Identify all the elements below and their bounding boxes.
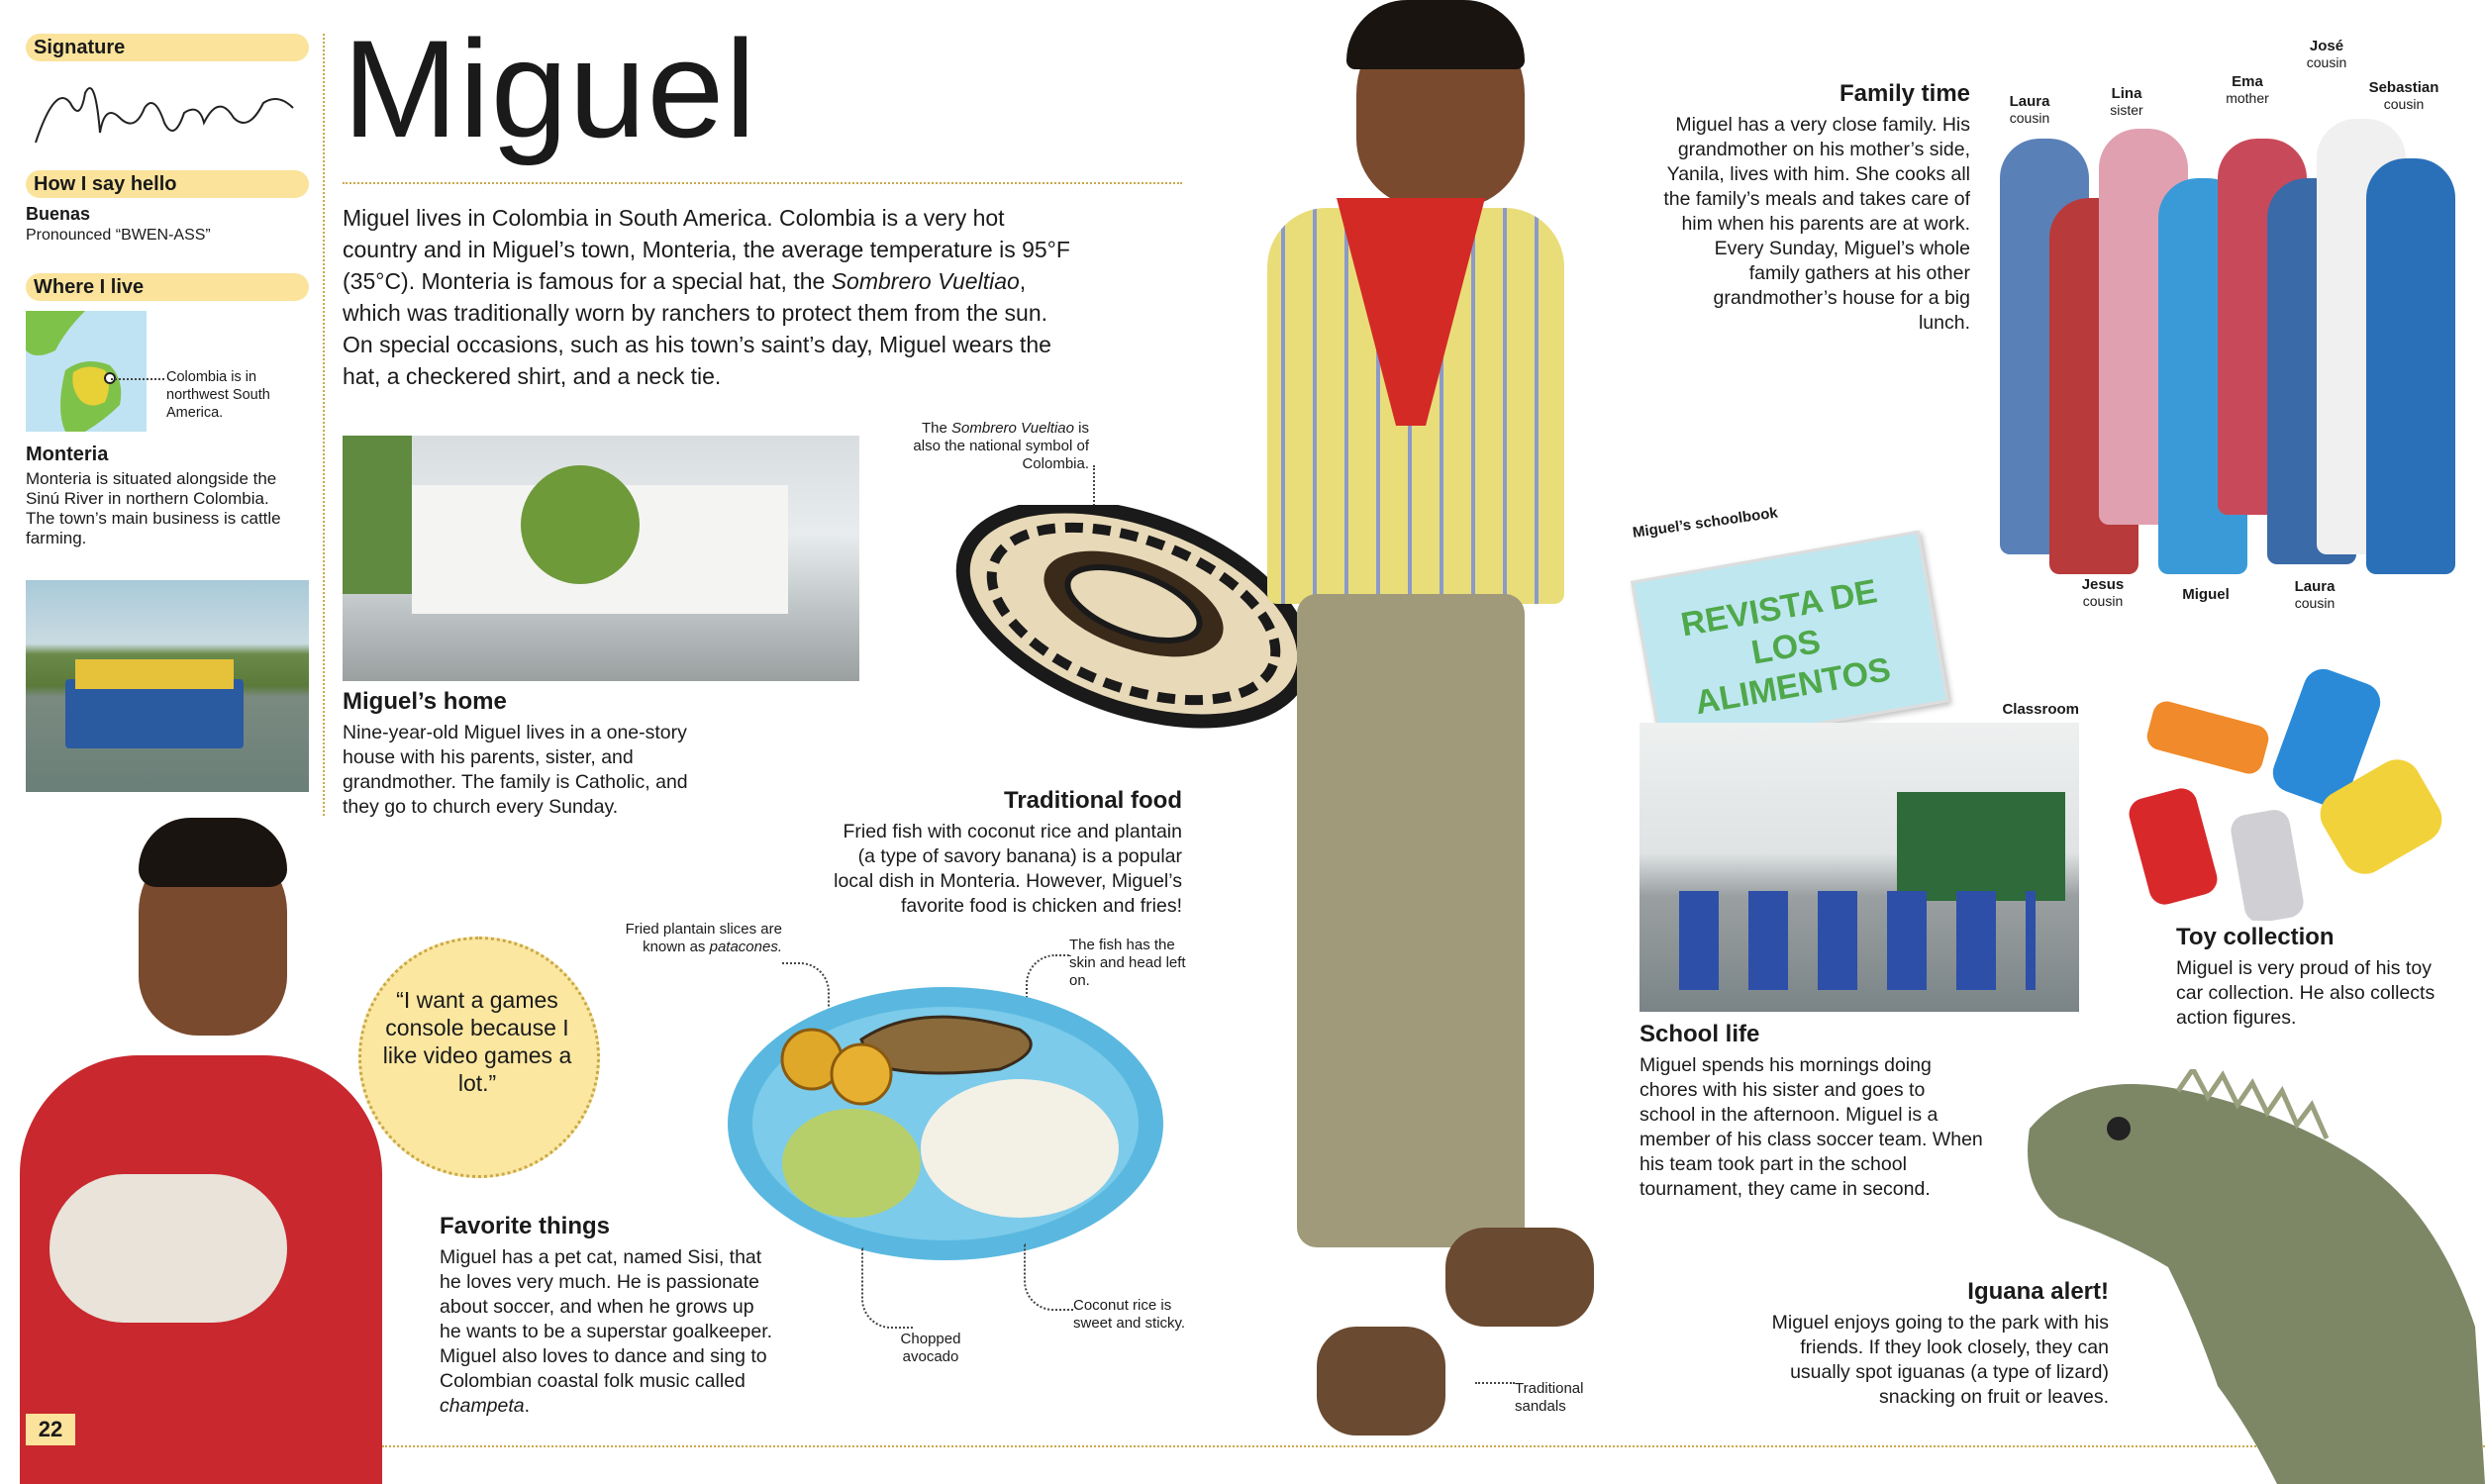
school-text: Miguel spends his mornings doing chores with his sister and goes to school in the afternoon. Miguel is a member of his class soccer team. When his team took part in the school tournament, they came in second. — [1640, 1054, 1983, 1200]
iguana-title: Iguana alert! — [1967, 1278, 2109, 1305]
favorite-text-italic: champeta — [440, 1395, 525, 1417]
map-graphic — [26, 311, 147, 432]
column-divider — [323, 34, 325, 816]
toy-cars-photo — [2129, 653, 2455, 921]
schoolbook-cover-text: REVISTA DE LOS ALIMENTOS — [1678, 572, 1894, 723]
iguana-text: Miguel enjoys going to the park with his friends. If they look closely, they can usually spot iguanas (a type of lizard) snacking on fruit or leaves. — [1771, 1312, 2109, 1408]
family-label-lina: Lina sister — [2110, 85, 2143, 118]
toy-car-red — [2129, 785, 2221, 908]
family-label-jose: José cousin — [2306, 38, 2347, 70]
family-label-laura-top: Laura cousin — [2009, 93, 2050, 126]
food-plate — [723, 980, 1168, 1267]
trousers — [1297, 594, 1525, 1247]
intro-text — [343, 202, 1075, 392]
avocado-leader — [861, 1247, 913, 1329]
toys-title: Toy collection — [2176, 924, 2335, 950]
house-tree — [521, 465, 640, 584]
favorite-text — [440, 1245, 776, 1419]
toys-text: Miguel is very proud of his toy car collection. He also collects action figures. — [2176, 957, 2435, 1029]
hello-label: How I say hello — [26, 170, 309, 198]
rice-caption: Coconut rice is sweet and sticky. — [1073, 1297, 1186, 1332]
school-title: School life — [1640, 1021, 1760, 1047]
page-number: 22 — [26, 1414, 75, 1445]
hello-word: Buenas — [26, 204, 91, 224]
intro-part2: , which was traditionally worn by ranchers to protect them from the sun. On special occasions, such as his town’s saint’s day, Miguel wears the hat, a checkered shirt, and a neck tie. — [343, 268, 1051, 389]
family-label-ema: Ema mother — [2226, 73, 2269, 106]
signature-label: Signature — [26, 34, 309, 61]
classroom-photo — [1640, 723, 2079, 1012]
family-title: Family time — [1839, 80, 1970, 107]
title-underline — [343, 182, 1182, 184]
food-title: Traditional food — [1004, 787, 1182, 814]
hat-caption-italic: Sombrero Vueltiao — [951, 420, 1074, 437]
cat — [50, 1174, 287, 1323]
sandals-leader — [1475, 1382, 1515, 1398]
desks — [1679, 891, 2036, 990]
favorite-text-main: Miguel has a pet cat, named Sisi, that he loves very much. He is passionate about soccer, and when he grows up he wants to be a superstar goalkeeper. Miguel also loves to dance and sing to Colombian coastal folk music called — [440, 1246, 773, 1392]
where-label: Where I live — [26, 273, 309, 301]
family-label-laura-bottom: Laura cousin — [2294, 578, 2336, 611]
map-caption: Colombia is in northwest South America. — [166, 369, 270, 421]
town-text: Monteria is situated alongside the Sinú River in northern Colombia. The town’s main business is cattle farming. — [26, 469, 281, 547]
house-left-tree — [343, 436, 412, 594]
family-label-sebastian: Sebastian cousin — [2368, 79, 2439, 112]
left-foot — [1317, 1327, 1445, 1435]
plantain-caption-italic: patacones. — [709, 939, 782, 955]
classroom-label: Classroom — [2002, 701, 2079, 718]
signature-graphic — [26, 63, 313, 162]
toy-car-orange — [2144, 698, 2272, 776]
boat-roof — [75, 659, 234, 689]
home-title: Miguel’s home — [343, 688, 507, 715]
family-label-miguel: Miguel — [2182, 586, 2230, 603]
plantain-caption — [614, 921, 782, 956]
page-title: Miguel — [343, 11, 757, 166]
signature — [26, 63, 313, 162]
toy-car-silver — [2229, 808, 2306, 921]
food-text: Fried fish with coconut rice and plantain (a type of savory banana) is a popular local dish in Monteria. However, Miguel’s favorite food is chicken and fries! — [834, 821, 1182, 917]
house-photo — [343, 436, 859, 681]
hat-caption — [901, 420, 1089, 473]
river-boat-photo — [26, 580, 309, 792]
home-text: Nine-year-old Miguel lives in a one-story house with his parents, sister, and grandmother. The family is Catholic, and they go to church every Sunday. — [343, 722, 688, 818]
intro-hat-name: Sombrero Vueltiao — [831, 268, 1020, 294]
hat-caption-part1: The — [922, 420, 952, 437]
family-text: Miguel has a very close family. His grandmother on his mother’s side, Yanila, lives with him. She cooks all the family’s meals and takes care of him when his parents are at work. Every Sunday, Miguel’s whole family gathers at his other grandmother’s house for a big lunch. — [1663, 114, 1970, 334]
schoolbook-label: Miguel’s schoolbook — [1632, 504, 1779, 542]
intro-part1: Miguel lives in Colombia in South America. Colombia is a very hot country and in Miguel’s town, Monteria, the average temperature is 95°F (35°C). Monteria is famous for a special hat, the — [343, 205, 1070, 294]
rice-leader — [1024, 1243, 1073, 1311]
boy-hair — [139, 818, 287, 887]
boat — [65, 679, 244, 748]
town-title: Monteria — [26, 444, 109, 465]
quote-text: “I want a games console because I like video games a lot.” — [382, 987, 572, 1096]
hat-caption-part2: is also the national symbol of Colombia. — [913, 420, 1089, 472]
family-member-8 — [2366, 158, 2455, 574]
miguel-hair — [1346, 0, 1525, 69]
avocado-caption: Chopped avocado — [900, 1331, 961, 1365]
chalkboard — [1897, 792, 2065, 901]
favorite-text-end: . — [524, 1395, 531, 1417]
miguel-portrait — [1228, 0, 1683, 1484]
fish-caption: The fish has the skin and head left on. — [1069, 937, 1186, 989]
sandals-caption: Traditional sandals — [1515, 1380, 1584, 1415]
family-label-jesus: Jesus cousin — [2081, 576, 2125, 609]
colombia-map — [26, 311, 147, 432]
family-photo — [1980, 119, 2485, 584]
hello-pronounced: Pronounced “BWEN-ASS” — [26, 227, 211, 244]
map-leader — [111, 378, 164, 380]
plate-graphic — [723, 980, 1168, 1267]
plantain-caption-text: Fried plantain slices are known as — [625, 921, 782, 955]
favorite-title: Favorite things — [440, 1213, 611, 1239]
boy-with-cat-photo — [0, 818, 382, 1484]
right-foot — [1445, 1228, 1594, 1327]
